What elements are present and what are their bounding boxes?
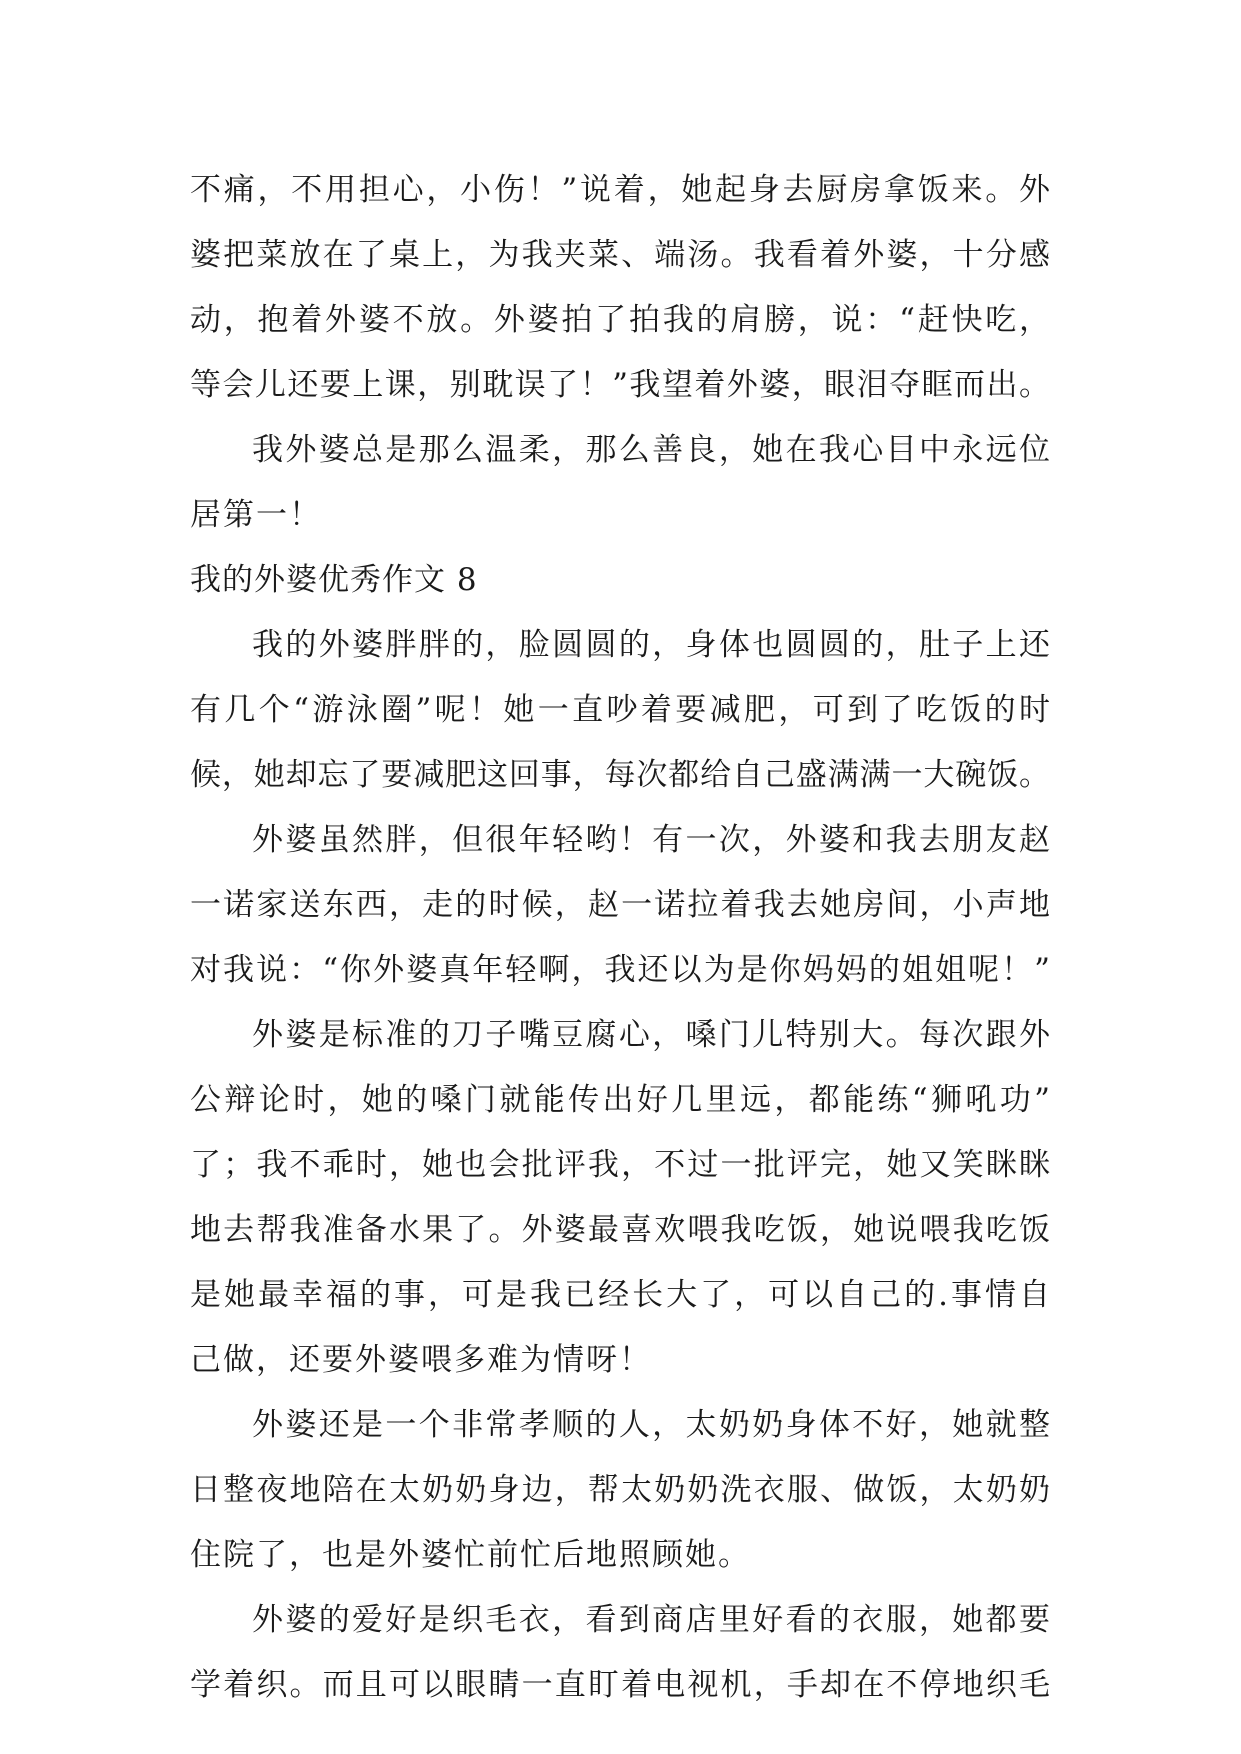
text-line: 对我说：“你外婆真年轻啊，我还以为是你妈妈的姐姐呢！” [190, 952, 1050, 988]
text-line: 不痛，不用担心，小伤！”说着，她起身去厨房拿饭来。外 [190, 172, 1050, 208]
text-line: 候，她却忘了要减肥这回事，每次都给自己盛满满一大碗饭。 [190, 757, 1050, 793]
text-line: 有几个“游泳圈”呢！她一直吵着要减肥，可到了吃饭的时 [190, 692, 1050, 728]
paragraph-first-line: 我外婆总是那么温柔，那么善良，她在我心目中永远位 [252, 432, 1050, 468]
text-line: 住院了，也是外婆忙前忙后地照顾她。 [190, 1537, 751, 1573]
text-line: 是她最幸福的事，可是我已经长大了，可以自己的.事情自 [190, 1277, 1050, 1313]
essay-heading: 我的外婆优秀作文 8 [190, 562, 478, 598]
essay-body [190, 158, 1050, 1718]
paragraph-first-line: 外婆是标准的刀子嘴豆腐心，嗓门儿特别大。每次跟外 [252, 1017, 1050, 1053]
text-line: 日整夜地陪在太奶奶身边，帮太奶奶洗衣服、做饭，太奶奶 [190, 1472, 1050, 1508]
text-line: 学着织。而且可以眼睛一直盯着电视机，手却在不停地织毛 [190, 1667, 1050, 1703]
text-line: 一诺家送东西，走的时候，赵一诺拉着我去她房间，小声地 [190, 887, 1050, 923]
text-line: 己做，还要外婆喂多难为情呀！ [190, 1342, 652, 1378]
paragraph-first-line: 外婆还是一个非常孝顺的人，太奶奶身体不好，她就整 [252, 1407, 1050, 1443]
text-line: 动，抱着外婆不放。外婆拍了拍我的肩膀，说：“赶快吃， [190, 302, 1050, 338]
text-line: 等会儿还要上课，别耽误了！”我望着外婆，眼泪夺眶而出。 [190, 367, 1050, 403]
text-line: 地去帮我准备水果了。外婆最喜欢喂我吃饭，她说喂我吃饭 [190, 1212, 1050, 1248]
paragraph-first-line: 外婆的爱好是织毛衣，看到商店里好看的衣服，她都要 [252, 1602, 1050, 1638]
text-line: 公辩论时，她的嗓门就能传出好几里远，都能练“狮吼功” [190, 1082, 1050, 1118]
text-line: 居第一！ [190, 497, 322, 533]
text-line: 婆把菜放在了桌上，为我夹菜、端汤。我看着外婆，十分感 [190, 237, 1050, 273]
text-line: 了；我不乖时，她也会批评我，不过一批评完，她又笑眯眯 [190, 1147, 1050, 1183]
paragraph-first-line: 我的外婆胖胖的，脸圆圆的，身体也圆圆的，肚子上还 [252, 627, 1050, 663]
paragraph-first-line: 外婆虽然胖，但很年轻哟！有一次，外婆和我去朋友赵 [252, 822, 1050, 858]
